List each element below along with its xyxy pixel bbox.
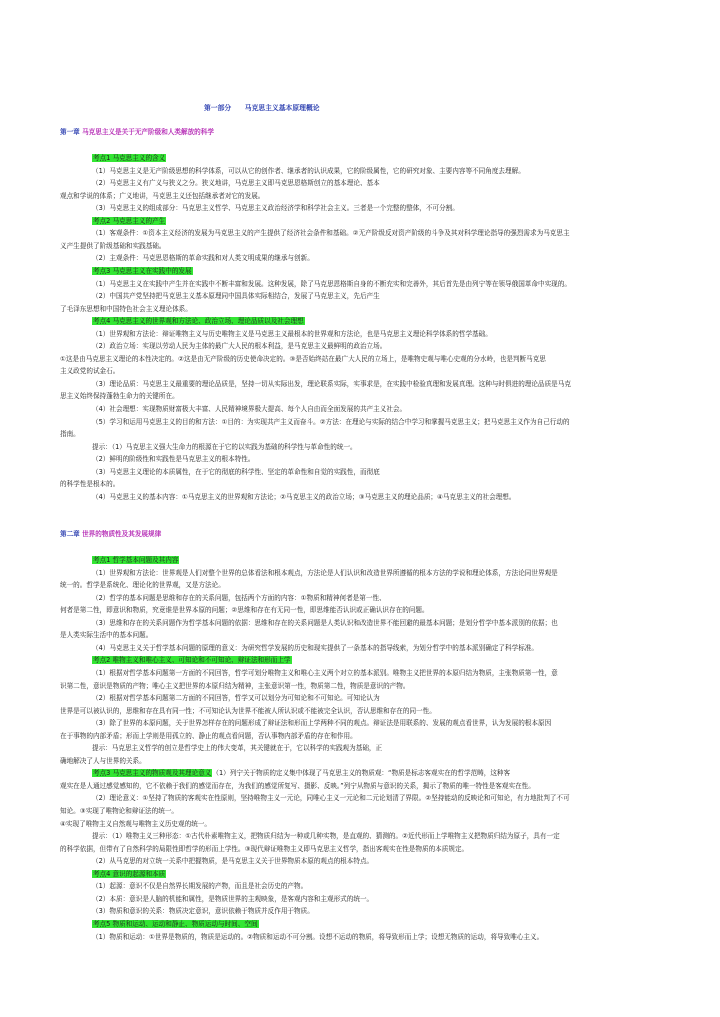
key-point-heading <box>92 154 662 162</box>
key-point-heading <box>92 217 662 225</box>
body-text-line: 世界是可以被认识的，思维和存在具有同一性；不可知论认为世界不能被人所认识或不能被完全认识，否认思维和存在的同一性。 <box>60 706 436 715</box>
body-text-line: （3）马克思主义理论的本质属性，在于它的彻底的科学性、坚定的革命性和自觉的实践性，而彻底 <box>92 467 380 476</box>
chapter-2-title: 世界的物质性及其发展规律 <box>82 530 162 538</box>
body-text-line: 了毛泽东思想和中国特色社会主义理论体系。 <box>60 304 192 313</box>
body-text-line: 提示：（1）马克思主义强大生命力的根源在于它的以实践为基础的科学性与革命性的统一。 <box>92 442 357 451</box>
key-point-label: 考点3 马克思主义的物质观及其理论意义 <box>93 769 212 778</box>
body-text-line: 确地解决了人与世界的关系。 <box>60 756 146 765</box>
body-text-line: （3）思维和存在的关系问题作为哲学基本问题的依据：思维和存在的关系问题是人类认识和改造世界不能回避的最基本问题；是划分哲学中基本派别的依据；也 <box>92 618 558 627</box>
body-text-line: （2）本质：意识是人脑的机能和属性，是物质世界的主观映象，是客观内容和主观形式的统一。 <box>92 894 374 903</box>
body-text-line: 在于事物的内部矛盾；形而上学则是用孤立的、静止的观点看问题，否认事物内部矛盾的存在和作用。 <box>60 731 357 740</box>
body-text-line: 识第二性，意识是物质的产物；唯心主义把世界的本原归结为精神，主张意识第一性，物质第二性，物质是意识的产物。 <box>60 681 410 690</box>
body-text-line: （2）理论意义：①坚持了物质的客观实在性原则，坚持唯物主义一元论，同唯心主义一元论和二元论划清了界限。②坚持能动的反映论和可知论，有力地批判了不可 <box>92 794 570 803</box>
body-text-line: （1）起源：意识不仅是自然界长期发展的产物，而且是社会历史的产物。 <box>92 882 308 891</box>
body-text-line: 提示：（1）唯物主义三种形态：①古代朴素唯物主义，把物质归结为一种或几种实物，是直观的、猜测的。②近代形而上学唯物主义把物质归结为原子，具有一定 <box>92 832 560 841</box>
body-text-line: （3）马克思主义的组成部分：马克思主义哲学、马克思主义政治经济学和科学社会主义。三者是一个完整的整体，不可分割。 <box>92 204 459 213</box>
body-text-line: （2）政治立场：实现以劳动人民为主体的最广大人民的根本利益，是马克思主义最鲜明的政治立场。 <box>92 342 387 351</box>
chapter-1-heading <box>60 128 662 136</box>
body-text-line: （1）客观条件：①资本主义经济的发展为马克思主义的产生提供了经济社会条件和基础。②无产阶级反对资产阶级的斗争及其对科学理论指导的强烈需求为马克思主 <box>92 229 570 238</box>
body-text-line: ①这是由马克思主义理论的本性决定的。②这是由无产阶级的历史使命决定的。③是否始终站在最广大人民的立场上，是唯物史观与唯心史观的分水岭，也是判断马克思 <box>60 354 546 363</box>
body-text-line: （2）中国共产党坚持把马克思主义基本原理同中国具体实际相结合，发展了马克思主义，先后产生 <box>92 292 380 301</box>
key-point-label: 考点2 马克思主义的产生 <box>93 216 166 225</box>
body-text-line: （3）物质和意识的关系：物质决定意识，意识依赖于物质并反作用于物质。 <box>92 907 314 916</box>
key-point-heading <box>92 556 662 564</box>
body-text-line: 主义政党的试金石。 <box>60 367 120 376</box>
body-text-line: （1）物质和运动：①世界是物质的，物质是运动的。②物质和运动不可分割。设想不运动的物质，将导致形而上学；设想无物质的运动，将导致唯心主义。 <box>92 932 544 941</box>
key-point-heading <box>92 656 662 664</box>
key-point-label: 考点5 物质和运动、运动和静止、物质运动与时间、空间 <box>93 919 258 928</box>
body-text-line: 思主义始终保持蓬勃生命力的关键所在。 <box>60 392 179 401</box>
body-text-line: 的科学依据，但带有了自然科学的局限性即哲学的形而上学性。③现代辩证唯物主义即马克思主义哲学，指出客观实在性是物质的本质规定。 <box>60 844 469 853</box>
body-text-line: （4）马克思主义的基本内容：①马克思主义的世界观和方法论；②马克思主义的政治立场；③马克思主义的理论品质；④马克思主义的社会理想。 <box>92 492 516 501</box>
body-text-line: 提示：马克思主义哲学的创立是哲学史上的伟大变革，其关键就在于，它以科学的实践观为基础，正 <box>92 744 383 753</box>
body-text-line: 知论。③实现了唯物论和辩证法的统一。 <box>60 807 179 815</box>
key-point-heading <box>92 267 662 275</box>
body-text-line: （3）除了世界的本原问题，关于世界怎样存在的问题形成了辩证法和形而上学两种不同的观点。辩证法是用联系的、发展的观点看世界，认为发展的根本原因 <box>92 719 552 728</box>
body-text-line: （1）世界观和方法论：辩证唯物主义与历史唯物主义是马克思主义最根本的世界观和方法论，也是马克思主义理论科学体系的哲学基础。 <box>92 329 492 338</box>
body-text-line: （2）哲学的基本问题是思维和存在的关系问题，包括两个方面的内容：①物质和精神何者是第一性、 <box>92 593 386 602</box>
body-text-line: （1）马克思主义是无产阶级思想的科学体系，可以从它的创作者、继承者的认识成果，它的阶级属性，它的研究对象、主要内容等不同角度去理解。 <box>92 166 525 175</box>
body-text-line: 统一的。哲学是系统化、理论化的世界观，又是方法论。 <box>60 581 225 590</box>
body-text-line: 观实在是人通过感觉感知的，它不依赖于我们的感觉而存在，为我们的感觉所复写、摄影、反映。”列宁从物质与意识的关系，揭示了物质的唯一特性是客观实在性。 <box>60 781 535 790</box>
doc-title: 第一部分 马克思主义基本原理概论 <box>204 104 320 112</box>
body-text-line: 何者是第二性，即意识和物质，究竟谁是世界本原的问题；②思维和存在有无同一性，即思维能否认识或正确认识存在的问题。 <box>60 606 429 615</box>
key-point-label: 考点1 马克思主义的含义 <box>93 154 166 162</box>
key-point-heading <box>92 870 662 878</box>
body-text-line: （2）主观条件：马克思恩格斯的革命实践和对人类文明成果的继承与创新。 <box>92 254 314 263</box>
body-text-line: （1）马克思主义在实践中产生并在实践中不断丰富和发展。这种发展，除了马克思恩格斯自身的不断充实和完善外，其后首先是由列宁等在领导俄国革命中实现的。 <box>92 279 571 288</box>
body-text-line: （3）理论品质：马克思主义最重要的理论品质是，坚持一切从实际出发，理论联系实际，实事求是，在实践中检验真理和发展真理。这种与时俱进的理论品质是马克 <box>92 379 571 388</box>
body-text-line: （4）社会理想：实现物质财富极大丰富、人民精神境界极大提高、每个人自由而全面发展的共产主义社会。 <box>92 405 407 413</box>
chapter-1-number: 第一章 <box>60 128 80 136</box>
body-text-line: （1）世界观和方法论：世界观是人们对整个世界的总体看法和根本观点，方法论是人们认识和改造世界所遵循的根本方法的学说和理论体系，方法论同世界观是 <box>92 568 558 577</box>
body-text-line: ④实现了唯物主义自然观与唯物主义历史观的统一。 <box>60 819 211 828</box>
body-text-line: 义产生提供了阶级基础和实践基础。 <box>60 241 166 250</box>
key-point-tail-text: （1）列宁关于物质的定义集中体现了马克思主义的物质观：“物质是标志客观实在的哲学范畴，这种客 <box>212 769 511 778</box>
key-point-label: 考点2 唯物主义和唯心主义、可知论和不可知论、辩证法和形而上学 <box>93 656 291 665</box>
body-text-line: （4）马克思主义关于哲学基本问题的原理的意义：为研究哲学发展的历史和现实提供了一条基本的指导线索，为划分哲学中的基本派别确定了科学标准。 <box>92 643 538 652</box>
key-point-heading <box>92 317 662 325</box>
chapter-2-heading <box>60 530 662 538</box>
body-text-line: （2）根据对哲学基本问题第二方面的不同回答，哲学又可以划分为可知论和不可知论。可知论认为 <box>92 694 380 703</box>
key-point-label: 考点4 马克思主义的世界观和方法论、政治立场、理论品质以及社会理想 <box>93 317 304 326</box>
body-text-line: （2）从马克思的对立统一关系中把握物质，是马克思主义关于世界物质本原的观点的根本特点。 <box>92 857 374 866</box>
body-text-line: （2）鲜明的阶级性和实践性是马克思主义的根本特性。 <box>92 455 255 464</box>
key-point-heading <box>92 920 662 928</box>
key-point-heading <box>92 769 662 777</box>
body-text-line: 是人类实际生活中的基本问题。 <box>60 631 153 640</box>
chapter-2-number: 第二章 <box>60 530 80 538</box>
chapter-1-title: 马克思主义是关于无产阶级和人类解放的科学 <box>82 128 214 136</box>
body-text-line: （2）马克思主义有广义与狭义之分。狭义地讲，马克思主义即马克思恩格斯创立的基本理论、基本 <box>92 179 380 188</box>
key-point-label: 考点3 马克思主义在实践中的发展 <box>93 266 192 275</box>
body-text-line: 的科学性是根本的。 <box>60 480 120 489</box>
body-text-line: （1）根据对哲学基本问题第一方面的不同回答，哲学可划分唯物主义和唯心主义两个对立的基本派别。唯物主义把世界的本原归结为物质，主张物质第一性，意 <box>92 668 558 677</box>
body-text-line: （5）学习和运用马克思主义的目的和方法：①目的：为实现共产主义而奋斗。②方法：在理论与实际的结合中学习和掌握马克思主义；把马克思主义作为自己行动的 <box>92 417 570 426</box>
body-text-line: 指南。 <box>60 430 80 439</box>
key-point-label: 考点4 意识的起源和本质 <box>93 869 166 878</box>
key-point-label: 考点1 哲学基本问题及其内容 <box>93 556 179 564</box>
body-text-line: 观点和学说的体系；广义地讲，马克思主义还包括继承者对它的发展。 <box>60 191 265 200</box>
